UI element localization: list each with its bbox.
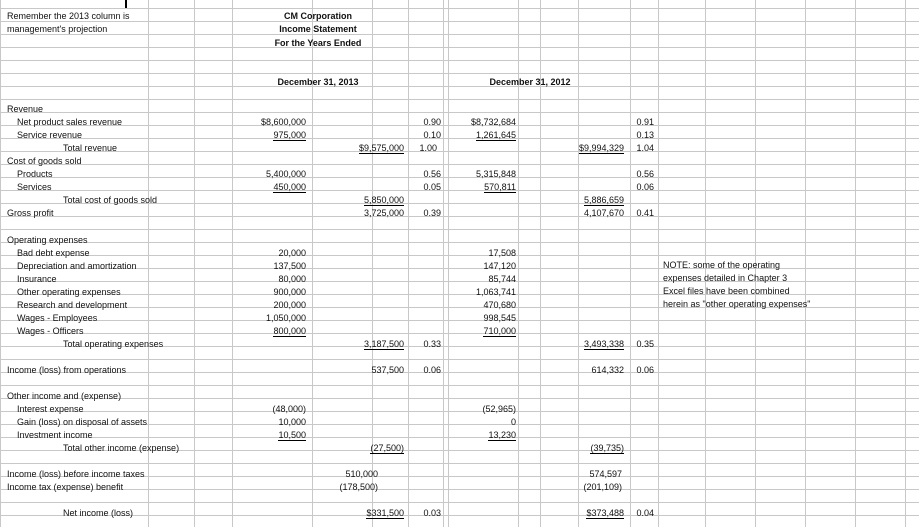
total-revenue-2012-value: $9,994,329 <box>578 143 624 153</box>
service-revenue-2013[interactable] <box>230 130 306 140</box>
wages-officers-2013-value: 800,000 <box>273 326 306 336</box>
rnd-2013[interactable]: 200,000 <box>273 300 306 310</box>
row-gridline <box>0 385 919 386</box>
gross-profit-label[interactable]: Gross profit <box>7 208 54 218</box>
opex-heading[interactable]: Operating expenses <box>7 235 88 245</box>
total-other-income-2012-value: (39,735) <box>590 443 624 453</box>
net-income-2013[interactable] <box>320 508 404 518</box>
gross-profit-2012[interactable]: 4,107,670 <box>583 208 624 218</box>
row-gridline <box>0 99 919 100</box>
cogs-services-2012[interactable] <box>446 182 516 192</box>
rnd-2012[interactable]: 470,680 <box>483 300 516 310</box>
total-other-income-2013[interactable] <box>320 443 404 453</box>
net-product-sales-2012[interactable]: $8,732,684 <box>470 117 516 127</box>
depreciation-2012[interactable]: 147,120 <box>483 261 516 271</box>
net-product-sales-ratio-2012[interactable]: 0.91 <box>636 117 654 127</box>
row-gridline <box>0 73 919 74</box>
column-gridline <box>855 0 856 527</box>
gross-profit-ratio-2013[interactable]: 0.39 <box>423 208 441 218</box>
service-revenue-2012-value: 1,261,645 <box>475 130 516 140</box>
total-opex-2012[interactable] <box>538 339 624 349</box>
service-revenue-2013-value: 975,000 <box>273 130 306 140</box>
row-gridline <box>0 112 919 113</box>
depreciation-label[interactable]: Depreciation and amortization <box>17 261 137 271</box>
revenue-heading[interactable]: Revenue <box>7 104 44 114</box>
service-revenue-label[interactable]: Service revenue <box>17 130 83 140</box>
row-gridline <box>0 372 919 373</box>
pretax-income-2013[interactable]: 510,000 <box>345 469 378 479</box>
income-ops-ratio-2013[interactable]: 0.06 <box>423 365 441 375</box>
reminder-line-2[interactable]: management's projection <box>7 24 108 34</box>
total-revenue-2012[interactable] <box>538 143 624 153</box>
row-gridline <box>0 34 919 35</box>
row-gridline <box>0 21 919 22</box>
investment-income-label[interactable]: Investment income <box>17 430 93 440</box>
other-income-heading[interactable]: Other income and (expense) <box>7 391 122 401</box>
row-gridline <box>0 359 919 360</box>
column-gridline <box>408 0 409 527</box>
total-other-income-2013-value: (27,500) <box>370 443 404 453</box>
rnd-label[interactable]: Research and development <box>17 300 128 310</box>
interest-expense-2013[interactable]: (48,000) <box>272 404 306 414</box>
other-opex-label[interactable]: Other operating expenses <box>17 287 121 297</box>
income-ops-ratio-2012[interactable]: 0.06 <box>636 365 654 375</box>
total-opex-ratio-2012[interactable]: 0.35 <box>636 339 654 349</box>
company-name[interactable]: CM Corporation <box>284 11 352 21</box>
row-gridline <box>0 463 919 464</box>
total-revenue-ratio-2013[interactable]: 1.00 <box>419 143 437 153</box>
bad-debt-label[interactable]: Bad debt expense <box>17 248 90 258</box>
row-gridline <box>0 216 919 217</box>
gain-loss-2013[interactable]: 10,000 <box>278 417 306 427</box>
net-income-ratio-2012[interactable]: 0.04 <box>636 508 654 518</box>
gain-loss-label[interactable]: Gain (loss) on disposal of assets <box>17 417 148 427</box>
total-cogs-label[interactable]: Total cost of goods sold <box>63 195 158 205</box>
cogs-products-label[interactable]: Products <box>17 169 53 179</box>
cogs-products-2013[interactable]: 5,400,000 <box>265 169 306 179</box>
total-opex-label[interactable]: Total operating expenses <box>63 339 164 349</box>
cogs-services-2012-value: 570,811 <box>484 182 516 192</box>
income-tax-label[interactable]: Income tax (expense) benefit <box>7 482 124 492</box>
statement-title[interactable]: Income Statement <box>279 24 357 34</box>
column-gridline <box>194 0 195 527</box>
interest-expense-2012[interactable]: (52,965) <box>482 404 516 414</box>
income-ops-2012[interactable]: 614,332 <box>591 365 624 375</box>
total-cogs-2013[interactable] <box>320 195 404 205</box>
wages-officers-2012[interactable] <box>446 326 516 336</box>
total-revenue-2013-value: $9,575,000 <box>358 143 404 153</box>
total-opex-2012-value: 3,493,338 <box>583 339 624 349</box>
row-gridline <box>0 515 919 516</box>
service-revenue-ratio-2012[interactable]: 0.13 <box>636 130 654 140</box>
wages-officers-2012-value: 710,000 <box>483 326 516 336</box>
cogs-services-ratio-2013[interactable]: 0.05 <box>423 182 441 192</box>
gross-profit-ratio-2012[interactable]: 0.41 <box>636 208 654 218</box>
cell-cursor <box>125 0 127 8</box>
income-tax-2013[interactable]: (178,500) <box>339 482 378 492</box>
pretax-income-2012[interactable]: 574,597 <box>589 469 622 479</box>
income-ops-label[interactable]: Income (loss) from operations <box>7 365 127 375</box>
bad-debt-2012[interactable]: 17,508 <box>488 248 516 258</box>
total-revenue-ratio-2012[interactable]: 1.04 <box>636 143 654 153</box>
other-opex-2013[interactable]: 900,000 <box>273 287 306 297</box>
investment-income-2012-value: 13,230 <box>488 430 516 440</box>
column-gridline <box>658 0 659 527</box>
column-header-2012[interactable]: December 31, 2012 <box>489 77 571 87</box>
net-income-ratio-2013[interactable]: 0.03 <box>423 508 441 518</box>
row-gridline <box>0 242 919 243</box>
net-income-label[interactable]: Net income (loss) <box>63 508 134 518</box>
total-cogs-2013-value: 5,850,000 <box>363 195 404 205</box>
total-other-income-label[interactable]: Total other income (expense) <box>63 443 180 453</box>
gain-loss-2012[interactable]: 0 <box>510 417 516 427</box>
other-opex-2012[interactable]: 1,063,741 <box>475 287 516 297</box>
bad-debt-2013[interactable]: 20,000 <box>278 248 306 258</box>
cogs-heading[interactable]: Cost of goods sold <box>7 156 82 166</box>
cogs-products-ratio-2013[interactable]: 0.56 <box>423 169 441 179</box>
total-revenue-2013[interactable] <box>320 143 404 153</box>
net-product-sales-ratio-2013[interactable]: 0.90 <box>423 117 441 127</box>
investment-income-2013-value: 10,500 <box>278 430 306 440</box>
net-product-sales-label[interactable]: Net product sales revenue <box>17 117 123 127</box>
total-opex-2013-value: 3,187,500 <box>363 339 404 349</box>
row-gridline <box>0 8 919 9</box>
net-income-2012-value: $373,488 <box>586 508 624 518</box>
row-gridline <box>0 489 919 490</box>
cogs-services-ratio-2012[interactable]: 0.06 <box>636 182 654 192</box>
cogs-products-ratio-2012[interactable]: 0.56 <box>636 169 654 179</box>
column-header-2013[interactable]: December 31, 2013 <box>277 77 359 87</box>
interest-expense-label[interactable]: Interest expense <box>17 404 84 414</box>
insurance-2013[interactable]: 80,000 <box>278 274 306 284</box>
wages-officers-label[interactable]: Wages - Officers <box>17 326 84 336</box>
service-revenue-ratio-2013[interactable]: 0.10 <box>423 130 441 140</box>
statement-period[interactable]: For the Years Ended <box>274 38 362 48</box>
note-line-3[interactable]: Excel files have been combined <box>663 286 790 296</box>
note-line-4[interactable]: herein as "other operating expenses" <box>663 299 811 309</box>
column-gridline <box>443 0 444 527</box>
row-gridline <box>0 47 919 48</box>
income-tax-2012[interactable]: (201,109) <box>583 482 622 492</box>
investment-income-2012[interactable] <box>446 430 516 440</box>
cogs-services-2013[interactable] <box>230 182 306 192</box>
wages-officers-2013[interactable] <box>230 326 306 336</box>
total-cogs-2012-value: 5,886,659 <box>583 195 624 205</box>
insurance-label[interactable]: Insurance <box>17 274 57 284</box>
row-gridline <box>0 398 919 399</box>
row-gridline <box>0 164 919 165</box>
cogs-services-label[interactable]: Services <box>17 182 52 192</box>
total-other-income-2012[interactable] <box>538 443 624 453</box>
net-income-2013-value: $331,500 <box>366 508 404 518</box>
service-revenue-2012[interactable] <box>446 130 516 140</box>
note-line-1[interactable]: NOTE: some of the operating <box>663 260 781 270</box>
row-gridline <box>0 60 919 61</box>
income-ops-2013[interactable]: 537,500 <box>371 365 404 375</box>
pretax-income-label[interactable]: Income (loss) before income taxes <box>7 469 145 479</box>
total-revenue-label[interactable]: Total revenue <box>63 143 118 153</box>
column-gridline <box>0 0 1 527</box>
total-opex-2013[interactable] <box>320 339 404 349</box>
row-gridline <box>0 502 919 503</box>
cogs-products-2012[interactable]: 5,315,848 <box>475 169 516 179</box>
row-gridline <box>0 151 919 152</box>
row-gridline <box>0 229 919 230</box>
note-line-2[interactable]: expenses detailed in Chapter 3 <box>663 273 788 283</box>
wages-employees-2013[interactable]: 1,050,000 <box>265 313 306 323</box>
net-income-2012[interactable] <box>538 508 624 518</box>
total-opex-ratio-2013[interactable]: 0.33 <box>423 339 441 349</box>
reminder-line-1[interactable]: Remember the 2013 column is <box>7 11 130 21</box>
depreciation-2013[interactable]: 137,500 <box>273 261 306 271</box>
net-product-sales-2013[interactable]: $8,600,000 <box>260 117 306 127</box>
wages-employees-label[interactable]: Wages - Employees <box>17 313 98 323</box>
investment-income-2013[interactable] <box>230 430 306 440</box>
insurance-2012[interactable]: 85,744 <box>488 274 516 284</box>
total-cogs-2012[interactable] <box>538 195 624 205</box>
gross-profit-2013[interactable]: 3,725,000 <box>363 208 404 218</box>
cogs-services-2013-value: 450,000 <box>273 182 306 192</box>
column-gridline <box>905 0 906 527</box>
wages-employees-2012[interactable]: 998,545 <box>483 313 516 323</box>
column-gridline <box>630 0 631 527</box>
column-gridline <box>805 0 806 527</box>
